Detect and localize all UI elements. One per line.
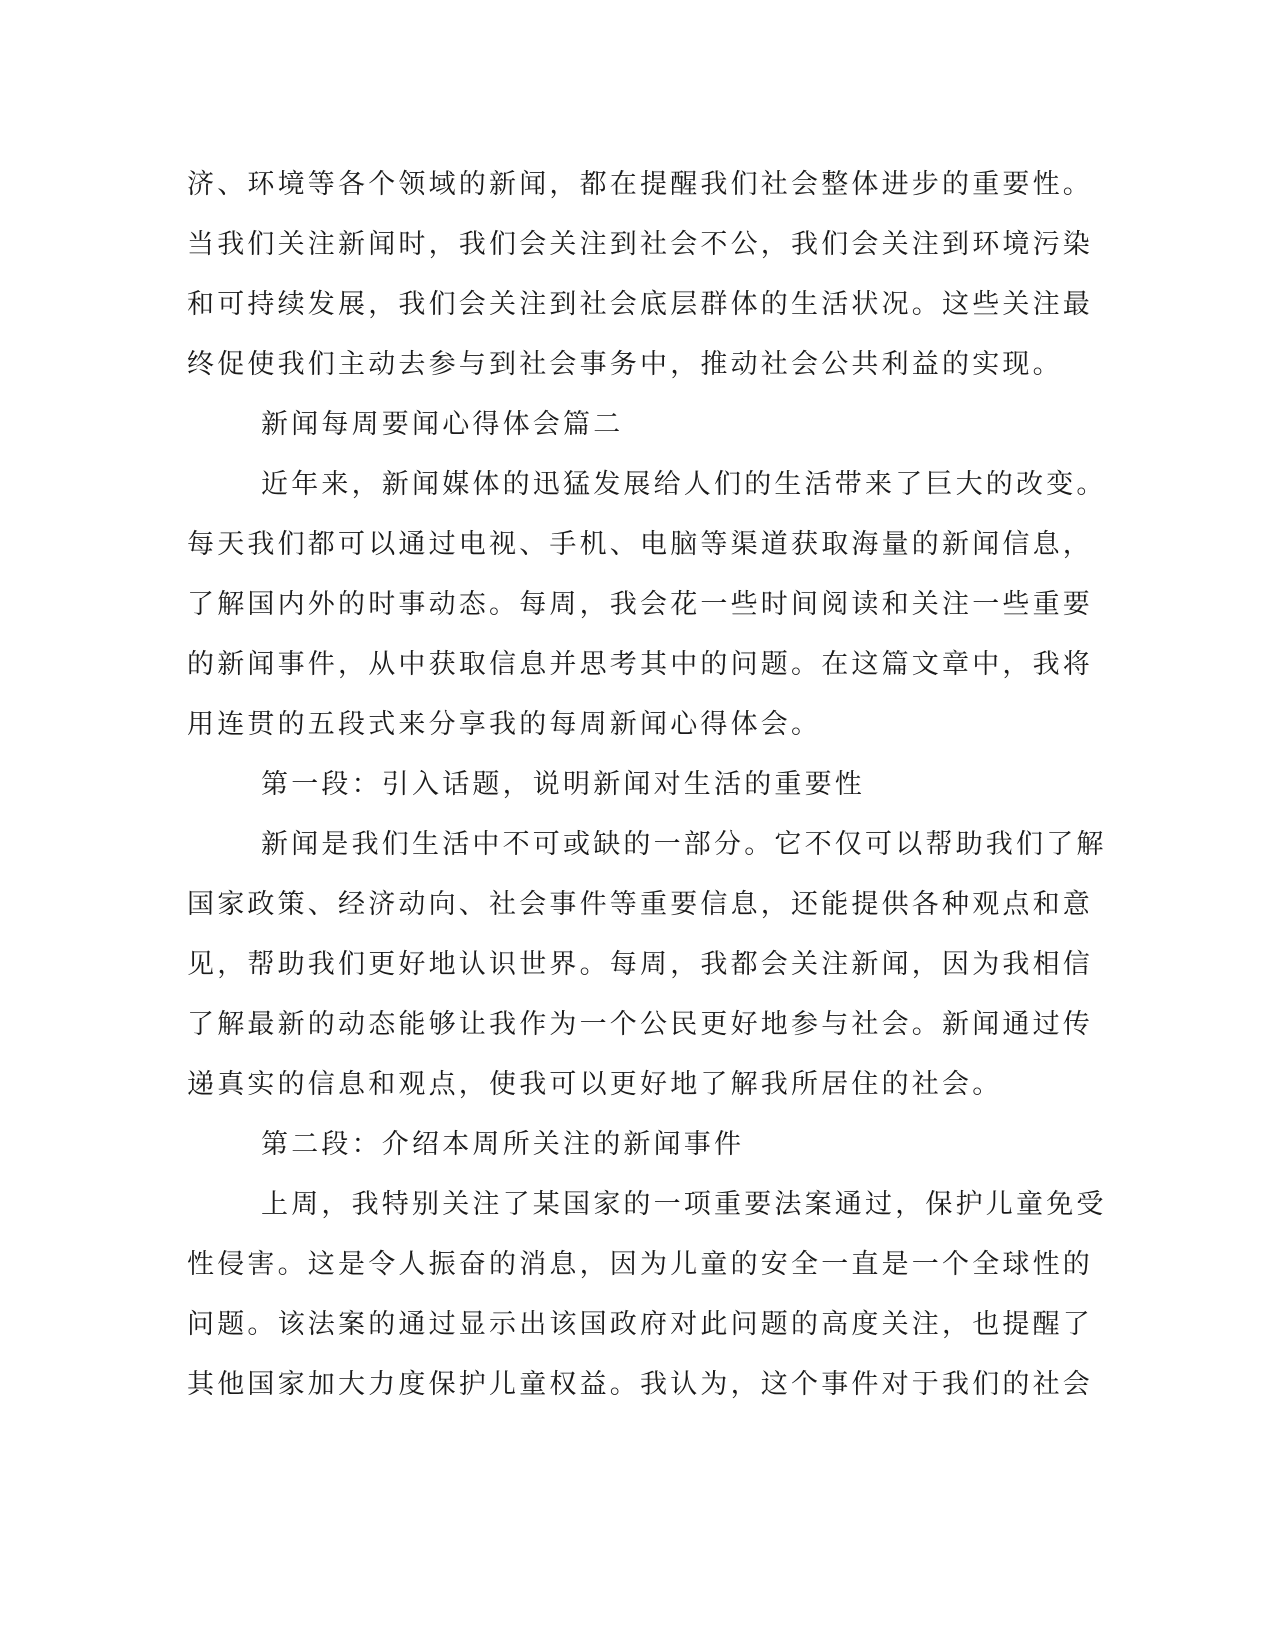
text-line: 济、环境等各个领域的新闻，都在提醒我们社会整体进步的重要性。 <box>187 169 1093 200</box>
text-line: 当我们关注新闻时，我们会关注到社会不公，我们会关注到环境污染 <box>187 229 1093 260</box>
text-line: 每天我们都可以通过电视、手机、电脑等渠道获取海量的新闻信息， <box>187 529 1093 560</box>
section-heading: 新闻每周要闻心得体会篇二 <box>261 409 624 440</box>
text-line: 和可持续发展，我们会关注到社会底层群体的生活状况。这些关注最 <box>187 289 1093 320</box>
paragraph-first-line: 上周，我特别关注了某国家的一项重要法案通过，保护儿童免受 <box>261 1189 1107 1220</box>
paragraph-first-line: 近年来，新闻媒体的迅猛发展给人们的生活带来了巨大的改变。 <box>261 469 1107 500</box>
text-line: 国家政策、经济动向、社会事件等重要信息，还能提供各种观点和意 <box>187 889 1093 920</box>
text-line: 其他国家加大力度保护儿童权益。我认为，这个事件对于我们的社会 <box>187 1369 1093 1400</box>
text-line: 问题。该法案的通过显示出该国政府对此问题的高度关注，也提醒了 <box>187 1309 1093 1340</box>
text-line: 终促使我们主动去参与到社会事务中，推动社会公共利益的实现。 <box>187 349 1063 380</box>
section-heading: 第一段：引入话题，说明新闻对生活的重要性 <box>261 769 865 800</box>
document-body <box>187 155 1107 1415</box>
text-line: 了解国内外的时事动态。每周，我会花一些时间阅读和关注一些重要 <box>187 589 1093 620</box>
paragraph-first-line: 新闻是我们生活中不可或缺的一部分。它不仅可以帮助我们了解 <box>261 829 1107 860</box>
section-heading: 第二段：介绍本周所关注的新闻事件 <box>261 1129 745 1160</box>
text-line: 见，帮助我们更好地认识世界。每周，我都会关注新闻，因为我相信 <box>187 949 1093 980</box>
text-line: 用连贯的五段式来分享我的每周新闻心得体会。 <box>187 709 822 740</box>
text-line: 了解最新的动态能够让我作为一个公民更好地参与社会。新闻通过传 <box>187 1009 1093 1040</box>
text-line: 递真实的信息和观点，使我可以更好地了解我所居住的社会。 <box>187 1069 1003 1100</box>
text-line: 性侵害。这是令人振奋的消息，因为儿童的安全一直是一个全球性的 <box>187 1249 1093 1280</box>
text-line: 的新闻事件，从中获取信息并思考其中的问题。在这篇文章中，我将 <box>187 649 1093 680</box>
